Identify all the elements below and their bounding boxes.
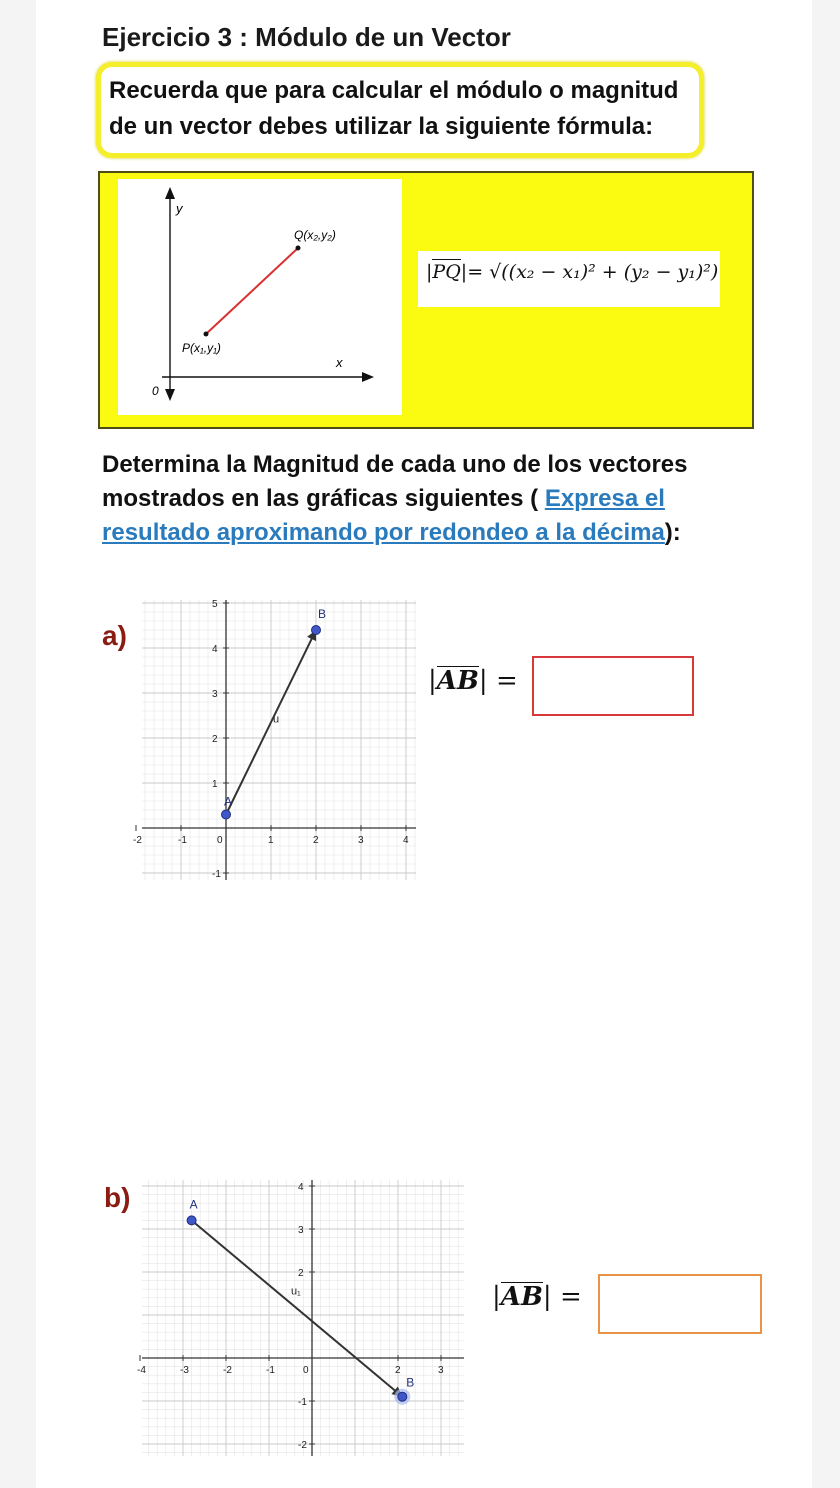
exercise-b-equation bbox=[492, 1282, 582, 1312]
rounding-note-link-1[interactable]: Expresa el bbox=[544, 485, 665, 512]
exercise-a-answer-box[interactable] bbox=[532, 656, 694, 716]
exercise-a-graph bbox=[133, 599, 416, 880]
callout-text bbox=[109, 73, 678, 145]
vector-label: u₁ bbox=[290, 1285, 301, 1298]
y-axis-arrow-down bbox=[165, 389, 175, 401]
point-a-label: A bbox=[189, 1197, 198, 1212]
point-a bbox=[222, 810, 231, 819]
point-p bbox=[204, 332, 209, 337]
callout-line-1: Recuerda que para calcular el módulo o magnitud bbox=[109, 77, 679, 104]
vector-diagram bbox=[118, 179, 402, 415]
y-tick-label: 5 bbox=[212, 599, 218, 610]
exercise-a-label: a) bbox=[102, 620, 127, 651]
x-tick-label: 2 bbox=[313, 835, 319, 846]
x-tick-label: -3 bbox=[180, 1365, 189, 1376]
x-axis-label: x bbox=[336, 355, 343, 370]
page-title: Ejercicio 3 : Módulo de un Vector bbox=[102, 22, 511, 52]
y-tick-label: -2 bbox=[298, 1440, 307, 1451]
origin-label: 0 bbox=[152, 384, 159, 398]
x-axis-arrow bbox=[362, 372, 374, 382]
exercise-a-equation bbox=[428, 666, 518, 696]
callout-line-2: de un vector debes utilizar la siguiente fórmula: bbox=[109, 113, 654, 140]
point-b-label: B bbox=[318, 607, 327, 621]
x-tick-label: -1 bbox=[266, 1365, 275, 1376]
y-tick-label: 3 bbox=[298, 1225, 304, 1236]
instructions-line-2 bbox=[102, 482, 752, 516]
x-tick-label: 0 bbox=[303, 1365, 309, 1376]
x-tick-label: 2 bbox=[395, 1365, 401, 1376]
y-tick-label: 2 bbox=[212, 734, 218, 745]
y-tick-label: 1 bbox=[212, 779, 218, 790]
instructions-line-3 bbox=[102, 516, 752, 550]
y-tick-label: -1 bbox=[212, 869, 221, 880]
instructions-line-2-start: mostrados en las gráficas siguientes ( bbox=[102, 485, 545, 512]
y-tick-label: 4 bbox=[212, 644, 218, 655]
x-tick-label: -2 bbox=[223, 1365, 232, 1376]
pq-segment bbox=[206, 248, 298, 334]
y-tick-label: 4 bbox=[298, 1182, 304, 1193]
point-a bbox=[187, 1216, 196, 1225]
point-b-label: B bbox=[406, 1375, 415, 1390]
point-a-label: A bbox=[224, 794, 233, 809]
exercise-a-equals: = bbox=[495, 666, 518, 696]
rounding-note-link-2[interactable]: resultado aproximando por redondeo a la décima bbox=[102, 519, 665, 546]
exercise-a-expression: |AB| bbox=[428, 666, 488, 696]
y-axis-label: y bbox=[176, 201, 183, 216]
y-tick-label: -1 bbox=[298, 1397, 307, 1408]
formula-vector-name: PQ bbox=[432, 261, 461, 283]
x-tick-label: -2 bbox=[133, 835, 142, 846]
exercise-b-graph bbox=[137, 1180, 464, 1456]
point-b bbox=[312, 626, 321, 635]
exercise-b-expression: |AB| bbox=[492, 1282, 552, 1312]
formula-rhs: = √((x₂ − x₁)² + (y₂ − y₁)²) bbox=[467, 261, 719, 283]
vector-diagram-svg bbox=[118, 179, 402, 415]
instructions bbox=[102, 448, 752, 550]
point-q-label: Q(x₂,y₂) bbox=[294, 228, 336, 242]
point-b bbox=[398, 1392, 407, 1401]
y-axis-arrow-up bbox=[165, 187, 175, 199]
formula-reminder-callout bbox=[96, 62, 704, 158]
x-tick-label: -4 bbox=[137, 1365, 146, 1376]
exercise-b-equals: = bbox=[559, 1282, 582, 1312]
exercise-b-answer-box[interactable] bbox=[598, 1274, 762, 1334]
y-tick-label: 3 bbox=[212, 689, 218, 700]
x-tick-label: -1 bbox=[178, 835, 187, 846]
point-q bbox=[296, 246, 301, 251]
point-p-label: P(x₁,y₁) bbox=[182, 341, 221, 355]
vector-label: u bbox=[273, 713, 280, 726]
formula-open-bar: | bbox=[426, 261, 433, 283]
exercise-b-label: b) bbox=[104, 1182, 131, 1213]
instructions-end: ): bbox=[664, 519, 681, 546]
x-tick-label: 1 bbox=[268, 835, 274, 846]
x-tick-label: 0 bbox=[217, 835, 223, 846]
formula-close-bar: | bbox=[460, 261, 468, 283]
formula-highlight-box bbox=[98, 171, 754, 429]
x-tick-label: 3 bbox=[358, 835, 364, 846]
x-tick-label: 3 bbox=[438, 1365, 444, 1376]
instructions-line-1: Determina la Magnitud de cada uno de los vectores bbox=[102, 451, 688, 478]
x-tick-label: 4 bbox=[403, 835, 409, 846]
y-tick-label: 2 bbox=[298, 1268, 304, 1279]
magnitude-formula-box bbox=[418, 251, 720, 307]
magnitude-formula bbox=[426, 259, 718, 283]
